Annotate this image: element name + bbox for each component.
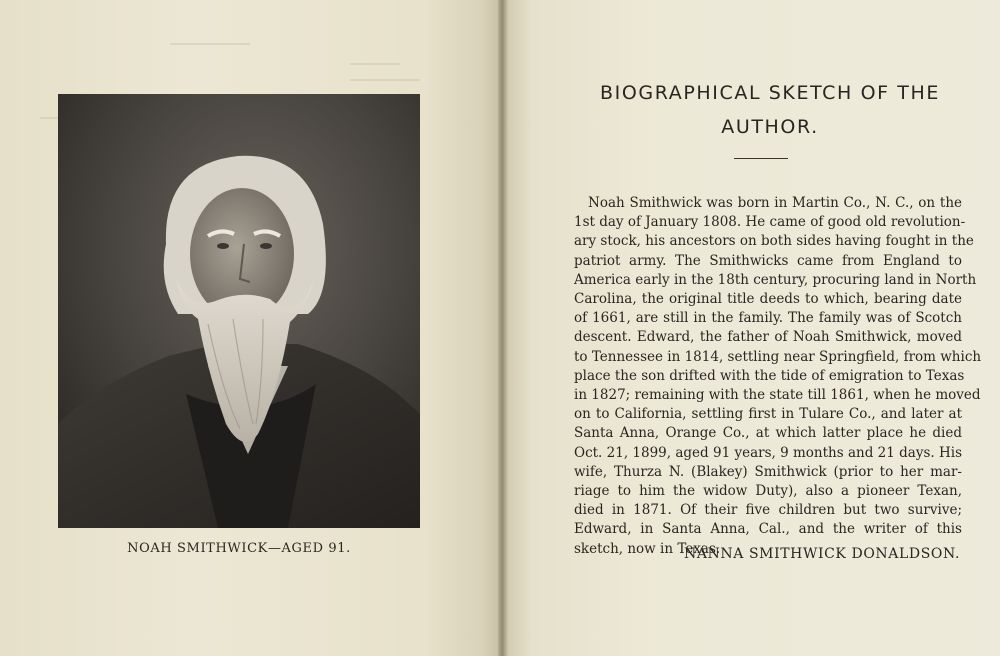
text-line: Noah Smithwick was born in Martin Co., N. C., on the — [588, 195, 962, 211]
title-divider-rule — [734, 158, 788, 159]
text-line: place the son drifted with the tide of emigration to Texas — [574, 367, 965, 384]
text-line: died in 1871. Of their five children but two survive; — [574, 502, 962, 519]
text-line: of 1661, are still in the family. The family was of Scotch — [574, 310, 962, 327]
chapter-title-line-1: BIOGRAPHICAL SKETCH OF THE — [599, 82, 940, 104]
book-gutter — [498, 0, 508, 656]
author-portrait-photo — [58, 94, 420, 528]
text-line: Edward, in Santa Anna, Cal., and the writer of this — [574, 521, 962, 538]
text-line: ary stock, his ancestors on both sides having fought in the — [574, 233, 974, 250]
text-line: patriot army. The Smithwicks came from England to — [574, 252, 962, 269]
text-line: wife, Thurza N. (Blakey) Smithwick (prior to her mar- — [574, 463, 962, 480]
text-line: descent. Edward, the father of Noah Smithwick, moved — [574, 329, 962, 346]
text-line: Santa Anna, Orange Co., at which latter place he died — [574, 425, 962, 442]
text-line: America early in the 18th century, procuring land in North — [574, 271, 977, 288]
text-line: riage to him the widow Duty), also a pioneer Texan, — [574, 483, 962, 500]
text-line: 1st day of January 1808. He came of good old revolution- — [574, 214, 966, 231]
text-line: on to California, settling first in Tulare Co., and later at — [574, 406, 962, 423]
text-line: Carolina, the original title deeds to which, bearing date — [574, 291, 962, 308]
portrait-illustration — [58, 94, 420, 528]
photo-caption: NOAH SMITHWICK—AGED 91. — [127, 541, 351, 556]
text-line: to Tennessee in 1814, settling near Springfield, from which — [574, 348, 982, 365]
text-line: Oct. 21, 1899, aged 91 years, 9 months and 21 days. His — [574, 444, 962, 461]
text-line: in 1827; remaining with the state till 1861, when he moved — [574, 387, 981, 404]
author-signature: NANNA SMITHWICK DONALDSON. — [683, 546, 960, 562]
chapter-title-line-2: AUTHOR. — [721, 116, 819, 138]
text-line: sketch, now in Texas. — [574, 540, 721, 557]
biography-paragraph — [574, 194, 982, 559]
